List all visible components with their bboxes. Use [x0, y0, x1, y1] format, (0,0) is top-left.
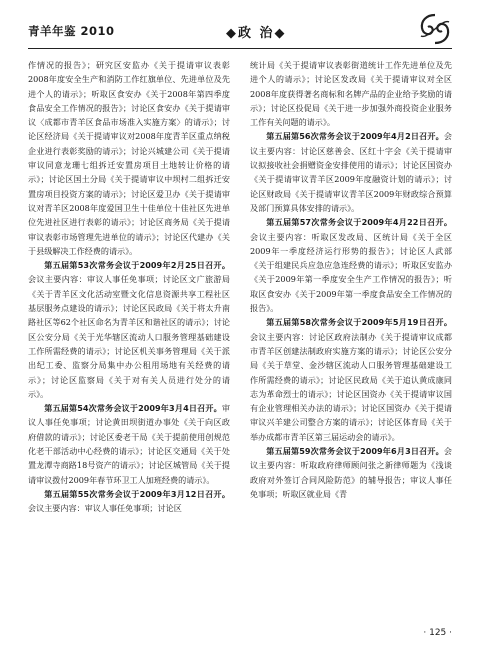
meeting-text: 会议主要内容：审议人事任免事项；讨论区文广旅游局《关于青羊区文化活动室暨文化信息资源共享工程社区基层服务点建设的请示》；讨论区民政局《关于将太升南路社区等62个社区命名为青羊区和谐社区的请示》；讨论区公安分局《关于光华辖区流动人口服务管理基础建设工作所需经费的请示》；讨论区机关事务管理局《关于派出纪工委、监察分局集中办公租用场地有关经费的请示》；讨论区监察局《关于对有关人员进行处分的请示》。: [28, 274, 230, 399]
meeting-paragraph: [28, 401, 230, 487]
page-number: · 125 ·: [423, 628, 452, 638]
meeting-title: 第五届第59次常务会议于2009年6月3日召开。: [266, 446, 444, 457]
paragraph-text: 作情况的报告》；研究区安监办《关于提请审议表彰2008年度安全生产和消防工作红旗单位、先进单位及先进个人的请示》；听取区食安办《关于2008年第四季度食品安全工作情况的报告》；讨论区食安办《关于提请审议〈成都市青羊区食品市场准入实施方案〉的请示》；讨论区经济局《关于提请审议对2008年度青羊区重点纳税企业进行表彰奖励的请示》；讨论兴城建公司《关于提请审议同意龙珊七组拆迁安置房项目土地转让价格的请示》；讨论区国土分局《关于提请审议中坝村二组拆迁安置房项目投资方案的请示》；讨论区爱卫办《关于提请审议对青羊区2008年度爱国卫生十佳单位十佳社区先进单位先进社区进行表彰的请示》；讨论区商务局《关于提请审议表彰市场管理先进单位的请示》；讨论区代建办《关于县级解决工作经费的请示》。: [28, 60, 230, 256]
meeting-paragraph: [28, 487, 230, 516]
meeting-title: 第五届第58次常务会议于2009年5月19日召开。: [266, 317, 452, 328]
meeting-paragraph: [250, 129, 452, 215]
meeting-title: 第五届第57次常务会议于2009年4月22日召开。: [266, 217, 452, 228]
meeting-text: 会议主要内容：听取政府律师顾问张之新律师题为《浅谈政府对外签订合同风险防范》的辅导报告；审议人事任免事项；听取区就业局《青: [250, 446, 452, 499]
paragraph: [250, 58, 452, 129]
meeting-paragraph: [250, 215, 452, 315]
yearbook-title: 青羊年鉴 2010: [28, 24, 115, 38]
meeting-text: 审议人事任免事项；讨论黄田坝街道办事处《关于向区政府借款的请示》；讨论区委老干局《关于提前使用创规范化老干部活动中心经费的请示》；讨论区交通局《关于处置龙潭寺商路18号资产的请示》；讨论区城管局《关于提请审议拨付2009年春节环卫工人加班经费的请示》。: [28, 403, 230, 485]
left-column: [28, 58, 230, 516]
meeting-text: 会议主要内容：审议人事任免事项；讨论区: [28, 503, 182, 514]
meeting-paragraph: [250, 444, 452, 501]
meeting-text: 会议主要内容：讨论区慈善会、区红十字会《关于提请审议拟接收社会捐赠资金安排使用的请示》；讨论区国资办《关于提请审议青羊区2009年度融资计划的请示》；讨论区财政局《关于提请审议青羊区2009年财政综合预算及部门预算具体安排的请示》。: [250, 131, 452, 213]
meeting-text: 会议主要内容：听取区发改局、区统计局《关于全区2009年一季度经济运行形势的报告》；讨论区人武部《关于组建民兵应急应急连经费的请示》；听取区安监办《关于2009年第一季度安全生产工作情况的报告》；听取区食安办《关于2009年第一季度食品安全工作情况的报告》。: [250, 231, 452, 314]
meeting-paragraph: [250, 315, 452, 444]
page-header: [28, 18, 452, 44]
paragraph: [28, 58, 230, 258]
meeting-paragraph: [28, 258, 230, 401]
section-title: ◆政 治◆: [226, 26, 287, 41]
right-column: [250, 58, 452, 501]
meeting-title: 第五届第56次常务会议于2009年4月2日召开。: [266, 131, 444, 142]
header-rule: [28, 48, 452, 49]
paragraph-text: 统计局《关于提请审议表彰街道统计工作先进单位及先进个人的请示》；讨论区发改局《关于提请审议对全区2008年度获得著名商标和名牌产品的企业给予奖励的请示》；讨论区投促局《关于进一步加强外商投资企业服务工作有关问题的请示》。: [250, 60, 452, 128]
meeting-title: 第五届第53次常务会议于2009年2月25日召开。: [44, 260, 230, 271]
meeting-title: 第五届第55次常务会议于2009年3月12日召开。: [44, 488, 230, 499]
meeting-text: 会议主要内容：讨论区政府法制办《关于提请审议成都市青羊区创建法制政府实施方案的请示》；讨论区公安分局《关于草堂、金沙辖区流动人口服务管理基础建设工作所需经费的请示》；讨论区民政局《关于追认黄成康同志为革命烈士的请示》；讨论区国资办《关于提请审议国有企业管理相关办法的请示》；讨论区国资办《关于提请审议兴羊建公司整合方案的请示》；讨论区体育局《关于举办成都市青羊区第三届运动会的请示》。: [250, 331, 452, 442]
swirl-logo-icon: [418, 12, 452, 46]
meeting-title: 第五届第54次常务会议于2009年3月4日召开。: [44, 403, 222, 414]
